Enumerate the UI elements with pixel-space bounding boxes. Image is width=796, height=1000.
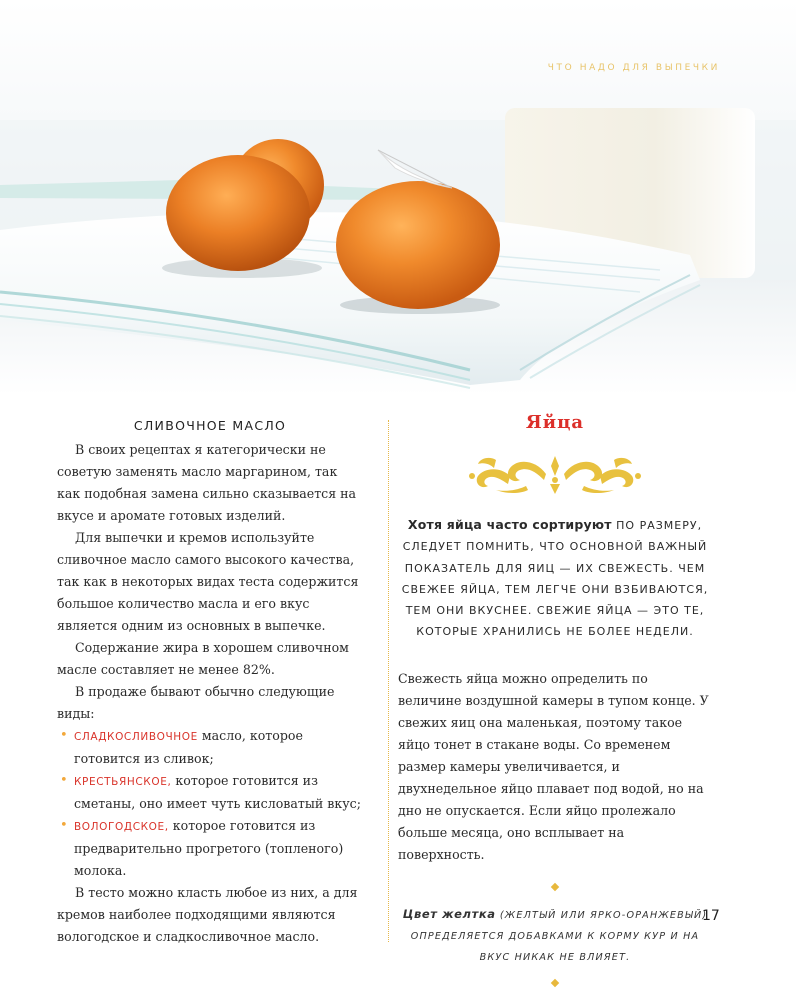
eggs-body-paragraph: Свежесть яйца можно определить по величине воздушной камеры в тупом конце. У свежих яиц она маленькая, поэтому такое яйцо тонет в стакане воды. Со временем размер камеры увеличивается, и двухнедельное яйцо плавает под водой, но на дно не опускается. Если яйцо пролежало больше месяца, оно всплывает на поверхность. <box>398 670 709 862</box>
separator-top <box>396 884 714 890</box>
separator-bottom <box>396 980 714 986</box>
eggs-lead-rest: ПО РАЗМЕРУ, СЛЕДУЕТ ПОМНИТЬ, ЧТО ОСНОВНОЙ ВАЖНЫЙ ПОКАЗАТЕЛЬ ДЛЯ ЯИЦ — ИХ СВЕЖЕСТЬ. ЧЕМ СВЕЖЕЕ ЯЙЦА, ТЕМ ЛЕГЧЕ ОНИ ВЗБИВАЮТСЯ, ТЕМ ОНИ ВКУСНЕЕ. СВЕЖИЕ ЯЙЦА — ЭТО ТЕ, КОТОРЫЕ ХРАНИЛИСЬ НЕ БОЛЕЕ НЕДЕЛИ. <box>401 519 709 639</box>
butter-heading: СЛИВОЧНОЕ МАСЛО <box>133 418 287 433</box>
yolk-color-note <box>396 904 714 968</box>
list-item <box>57 770 363 815</box>
list-item <box>57 815 363 882</box>
gold-flourish-ornament-icon <box>466 452 644 496</box>
butter-paragraph-5: В тесто можно класть любое из них, а для кремов наиболее подходящими являются вологодское и сладкосливочное масло. <box>57 885 358 944</box>
butter-types-list <box>57 725 363 882</box>
eggs-heading: Яйца <box>525 412 585 433</box>
butter-paragraph-2: Для выпечки и кремов используйте сливочное масло самого высокого качества, так как в некоторых видах теста содержится большое количество масла и его вкус является одним из основных в выпечке. <box>57 530 359 633</box>
butter-type-description: масло, которое готовится из сливок; <box>74 728 303 766</box>
butter-section <box>57 415 363 948</box>
butter-type-term: ВОЛОГОДСКОЕ, <box>74 821 169 833</box>
butter-type-term: КРЕСТЬЯНСКОЕ, <box>74 776 172 788</box>
yolk-note-bold: Цвет желтка <box>402 906 496 921</box>
butter-type-description: которое готовится из сметаны, оно имеет чуть кисловатый вкус; <box>74 773 361 811</box>
bullet-dot-icon: • <box>60 773 68 788</box>
eggs-on-towel-illustration <box>0 0 796 395</box>
butter-type-term: СЛАДКОСЛИВОЧНОЕ <box>74 731 198 743</box>
bullet-dot-icon: • <box>60 728 68 743</box>
running-head: ЧТО НАДО ДЛЯ ВЫПЕЧКИ <box>547 63 720 73</box>
bullet-dot-icon: • <box>60 818 68 833</box>
eggs-lead-bold: Хотя яйца часто сортируют <box>407 517 612 532</box>
butter-paragraph-3: Содержание жира в хорошем сливочном масле составляет не менее 82%. <box>57 640 349 677</box>
list-item <box>57 725 363 770</box>
butter-paragraph-4: В продаже бывают обычно следующие виды: <box>57 684 335 721</box>
eggs-lead-paragraph <box>396 514 714 643</box>
page-number: 17 <box>702 908 720 924</box>
eggs-section <box>396 408 714 986</box>
hero-photo <box>0 0 796 395</box>
butter-paragraph-1: В своих рецептах я категорически не советую заменять масло маргарином, так как подобная замена сильно сказывается на вкусе и аромате готовых изделий. <box>57 442 357 523</box>
butter-type-description: которое готовится из предварительно прогретого (топленого) молока. <box>74 818 344 878</box>
gold-diamond-icon <box>551 979 559 987</box>
yolk-note-rest: (ЖЕЛТЫЙ ИЛИ ЯРКО-ОРАНЖЕВЫЙ) ОПРЕДЕЛЯЕТСЯ ДОБАВКАМИ К КОРМУ КУР И НА ВКУС НИКАК НЕ ВЛИЯЕТ. <box>410 909 708 963</box>
column-divider <box>388 420 389 942</box>
gold-diamond-icon <box>551 883 559 891</box>
